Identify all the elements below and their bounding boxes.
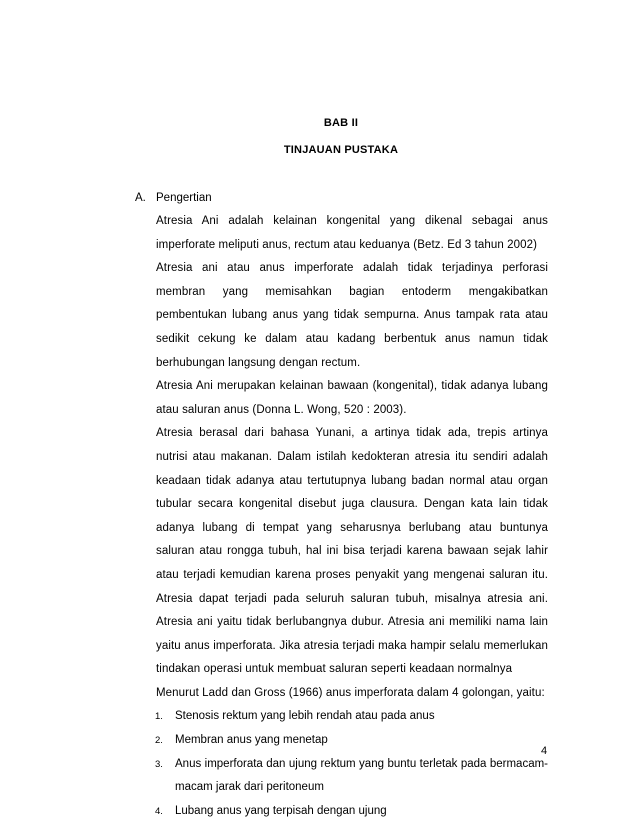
classification-list [156,705,548,823]
paragraph-definition-1: Atresia Ani adalah kelainan kongenital yang dikenal sebagai anus imperforate meliputi anus, rectum atau keduanya (Betz. Ed 3 tahun 2002) [156,215,548,251]
section-title: Pengertian [156,192,212,204]
list-item-number: 3. [155,758,163,770]
list-item-text: Anus imperforata dan ujung rektum yang buntu terletak pada bermacam-macam jarak dari peritoneum [175,757,548,794]
paragraph-etymology: Atresia berasal dari bahasa Yunani, a artinya tidak ada, trepis artinya nutrisi atau makanan. Dalam istilah kedokteran atresia itu sendiri adalah keadaan tidak adanya atau tertutupnya lubang badan normal atau organ tubular secara kongenital disebut juga clausura. Dengan kata lain tidak adanya lubang di tempat yang seharusnya berlubang atau buntunya saluran atau rongga tubuh, hal ini bisa terjadi karena bawaan sejak lahir atau terjadi kemudian karena proses penyakit yang mengenai saluran itu. Atresia dapat terjadi pada seluruh saluran tubuh, misalnya atresia ani. Atresia ani yaitu tidak berlubangnya dubur. Atresia ani memiliki nama lain yaitu anus imperforata. Jika atresia terjadi maka hampir selalu memerlukan tindakan operasi untuk membuat saluran seperti keadaan normalnya [156,427,548,676]
section-letter: A. [135,192,146,204]
list-item [156,729,548,753]
paragraph-definition-3: Atresia Ani merupakan kelainan bawaan (kongenital), tidak adanya lubang atau saluran anus (Donna L. Wong, 520 : 2003). [156,380,548,416]
list-item-text: Lubang anus yang terpisah dengan ujung [175,804,387,817]
list-item-number: 4. [155,805,163,817]
section-body [156,210,548,823]
list-item [156,753,548,800]
list-item-text: Stenosis rektum yang lebih rendah atau pada anus [175,710,435,723]
list-item-text: Membran anus yang menetap [175,734,328,747]
chapter-title: TINJAUAN PUSTAKA [283,144,399,156]
section-heading [135,192,212,204]
paragraph-definition-2: Atresia ani atau anus imperforate adalah tidak terjadinya perforasi membran yang memisahkan bagian entoderm mengakibatkan pembentukan lubang anus yang tidak sempurna. Anus tampak rata atau sedikit cekung ke dalam atau kadang berbentuk anus namun tidak berhubungan langsung dengan rectum. [156,262,548,369]
list-item [156,800,548,824]
list-item-number: 2. [155,735,163,747]
list-item-number: 1. [155,711,163,723]
page-number: 4 [541,745,548,757]
list-item [156,705,548,729]
paragraph-classification-intro: Menurut Ladd dan Gross (1966) anus imperforata dalam 4 golongan, yaitu: [156,686,545,699]
chapter-number: BAB II [323,117,359,129]
